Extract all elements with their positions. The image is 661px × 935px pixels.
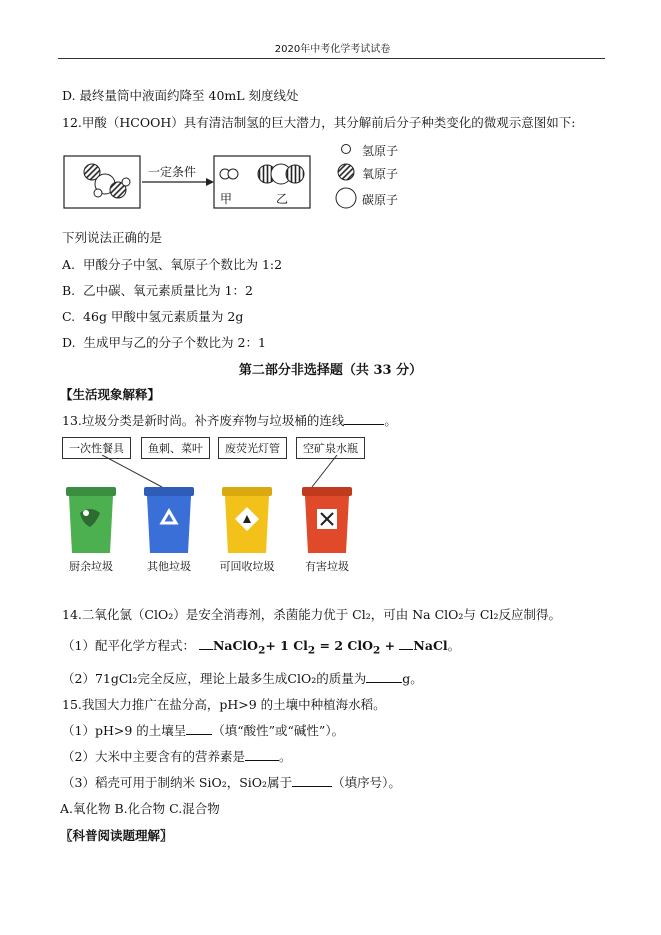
coef-blank-2[interactable] bbox=[399, 637, 413, 650]
q13-stem: 13.垃圾分类是新时尚。补齐废弃物与垃圾桶的连线 。 bbox=[62, 413, 397, 428]
section-life-title: 【生活现象解释】 bbox=[60, 387, 161, 402]
q15-p3-blank[interactable] bbox=[292, 774, 332, 787]
q14-part1: （1）配平化学方程式： NaClO$_2$+ 1 $Cl_2 = 2$ ClO$_2$ + NaCl。 bbox=[62, 638, 461, 657]
q15-part1: （1）pH>9 的土壤呈 （填“酸性”或“碱性”）。 bbox=[62, 723, 345, 738]
garbage-bins bbox=[62, 483, 362, 558]
legend-oxygen: 氧原子 bbox=[362, 167, 399, 181]
waste-item-empty-bottle: 空矿泉水瓶 bbox=[296, 437, 365, 459]
hazardous-waste-bin-icon bbox=[302, 487, 352, 553]
product-jia-label: 甲 bbox=[220, 192, 233, 206]
kitchen-waste-bin-icon bbox=[66, 487, 116, 553]
q12-stem: 12.甲酸（HCOOH）具有清洁制氢的巨大潜力，其分解前后分子种类变化的微观示意图如下: bbox=[62, 115, 576, 130]
q12-option-c: C. 46g 甲酸中氢元素质量为 2g bbox=[62, 309, 244, 324]
q15-part3: （3）稻壳可用于制纳米 SiO₂，SiO₂属于 （填序号）。 bbox=[62, 775, 401, 790]
header-rule bbox=[58, 58, 605, 59]
legend-carbon: 碳原子 bbox=[362, 193, 399, 207]
waste-item-fluorescent-tube: 废荧光灯管 bbox=[218, 437, 287, 459]
coef-blank-1[interactable] bbox=[199, 637, 213, 650]
waste-item-disposable-tableware: 一次性餐具 bbox=[62, 437, 131, 459]
q14-mass-blank[interactable] bbox=[366, 670, 402, 683]
q14-stem: 14.二氧化氯（ClO₂）是安全消毒剂，杀菌能力优于 Cl₂，可由 Na ClO₂与 Cl₂反应制得。 bbox=[62, 607, 561, 622]
q12-option-b: B. 乙中碳、氧元素质量比为 1：2 bbox=[62, 283, 254, 298]
other-waste-bin-icon bbox=[144, 487, 194, 553]
section-sci-title: 〖科普阅读题理解〗 bbox=[60, 828, 173, 843]
q13-answer-blank[interactable] bbox=[344, 412, 384, 425]
arrow-condition-label: 一定条件 bbox=[148, 165, 197, 179]
recyclable-bin-icon bbox=[222, 487, 272, 553]
bin-caption-other: 其他垃圾 bbox=[147, 560, 191, 573]
bin-caption-recyclable: 可回收垃圾 bbox=[219, 560, 275, 573]
carbon-atom-icon bbox=[336, 188, 356, 208]
bin-caption-kitchen: 厨余垃圾 bbox=[69, 560, 113, 573]
q11-option-d: D. 最终量筒中液面约降至 40mL 刻度线处 bbox=[62, 88, 299, 103]
q14-part2: （2）71gCl₂完全反应，理论上最多生成ClO₂的质量为 g。 bbox=[62, 671, 423, 686]
q15-stem: 15.我国大力推广在盐分高，pH>9 的土壤中种植海水稻。 bbox=[62, 697, 386, 712]
q15-p2-blank[interactable] bbox=[245, 748, 279, 761]
q15-choices: A.氧化物 B.化合物 C.混合物 bbox=[60, 801, 220, 816]
q12-prompt: 下列说法正确的是 bbox=[62, 230, 163, 245]
product-yi-label: 乙 bbox=[276, 192, 289, 206]
legend-hydrogen: 氢原子 bbox=[362, 144, 399, 158]
oxygen-atom-icon bbox=[338, 164, 354, 180]
bin-caption-hazardous: 有害垃圾 bbox=[305, 560, 349, 573]
atom-legend-icons bbox=[334, 140, 362, 212]
q12-option-d: D. 生成甲与乙的分子个数比为 2：1 bbox=[62, 335, 266, 350]
co2-molecule bbox=[258, 164, 304, 184]
page-header: 2020年中考化学考试试卷 bbox=[274, 44, 391, 55]
q12-option-a: A. 甲酸分子中氢、氧原子个数比为 1:2 bbox=[62, 257, 283, 272]
h2-molecule bbox=[220, 169, 238, 179]
hydrogen-atom-icon bbox=[342, 145, 351, 154]
q15-part2: （2）大米中主要含有的营养素是 。 bbox=[62, 749, 292, 764]
q15-p1-blank[interactable] bbox=[186, 722, 212, 735]
part2-title: 第二部分非选择题（共 33 分） bbox=[238, 363, 423, 378]
waste-item-fishbone-leaves: 鱼刺、菜叶 bbox=[141, 437, 210, 459]
